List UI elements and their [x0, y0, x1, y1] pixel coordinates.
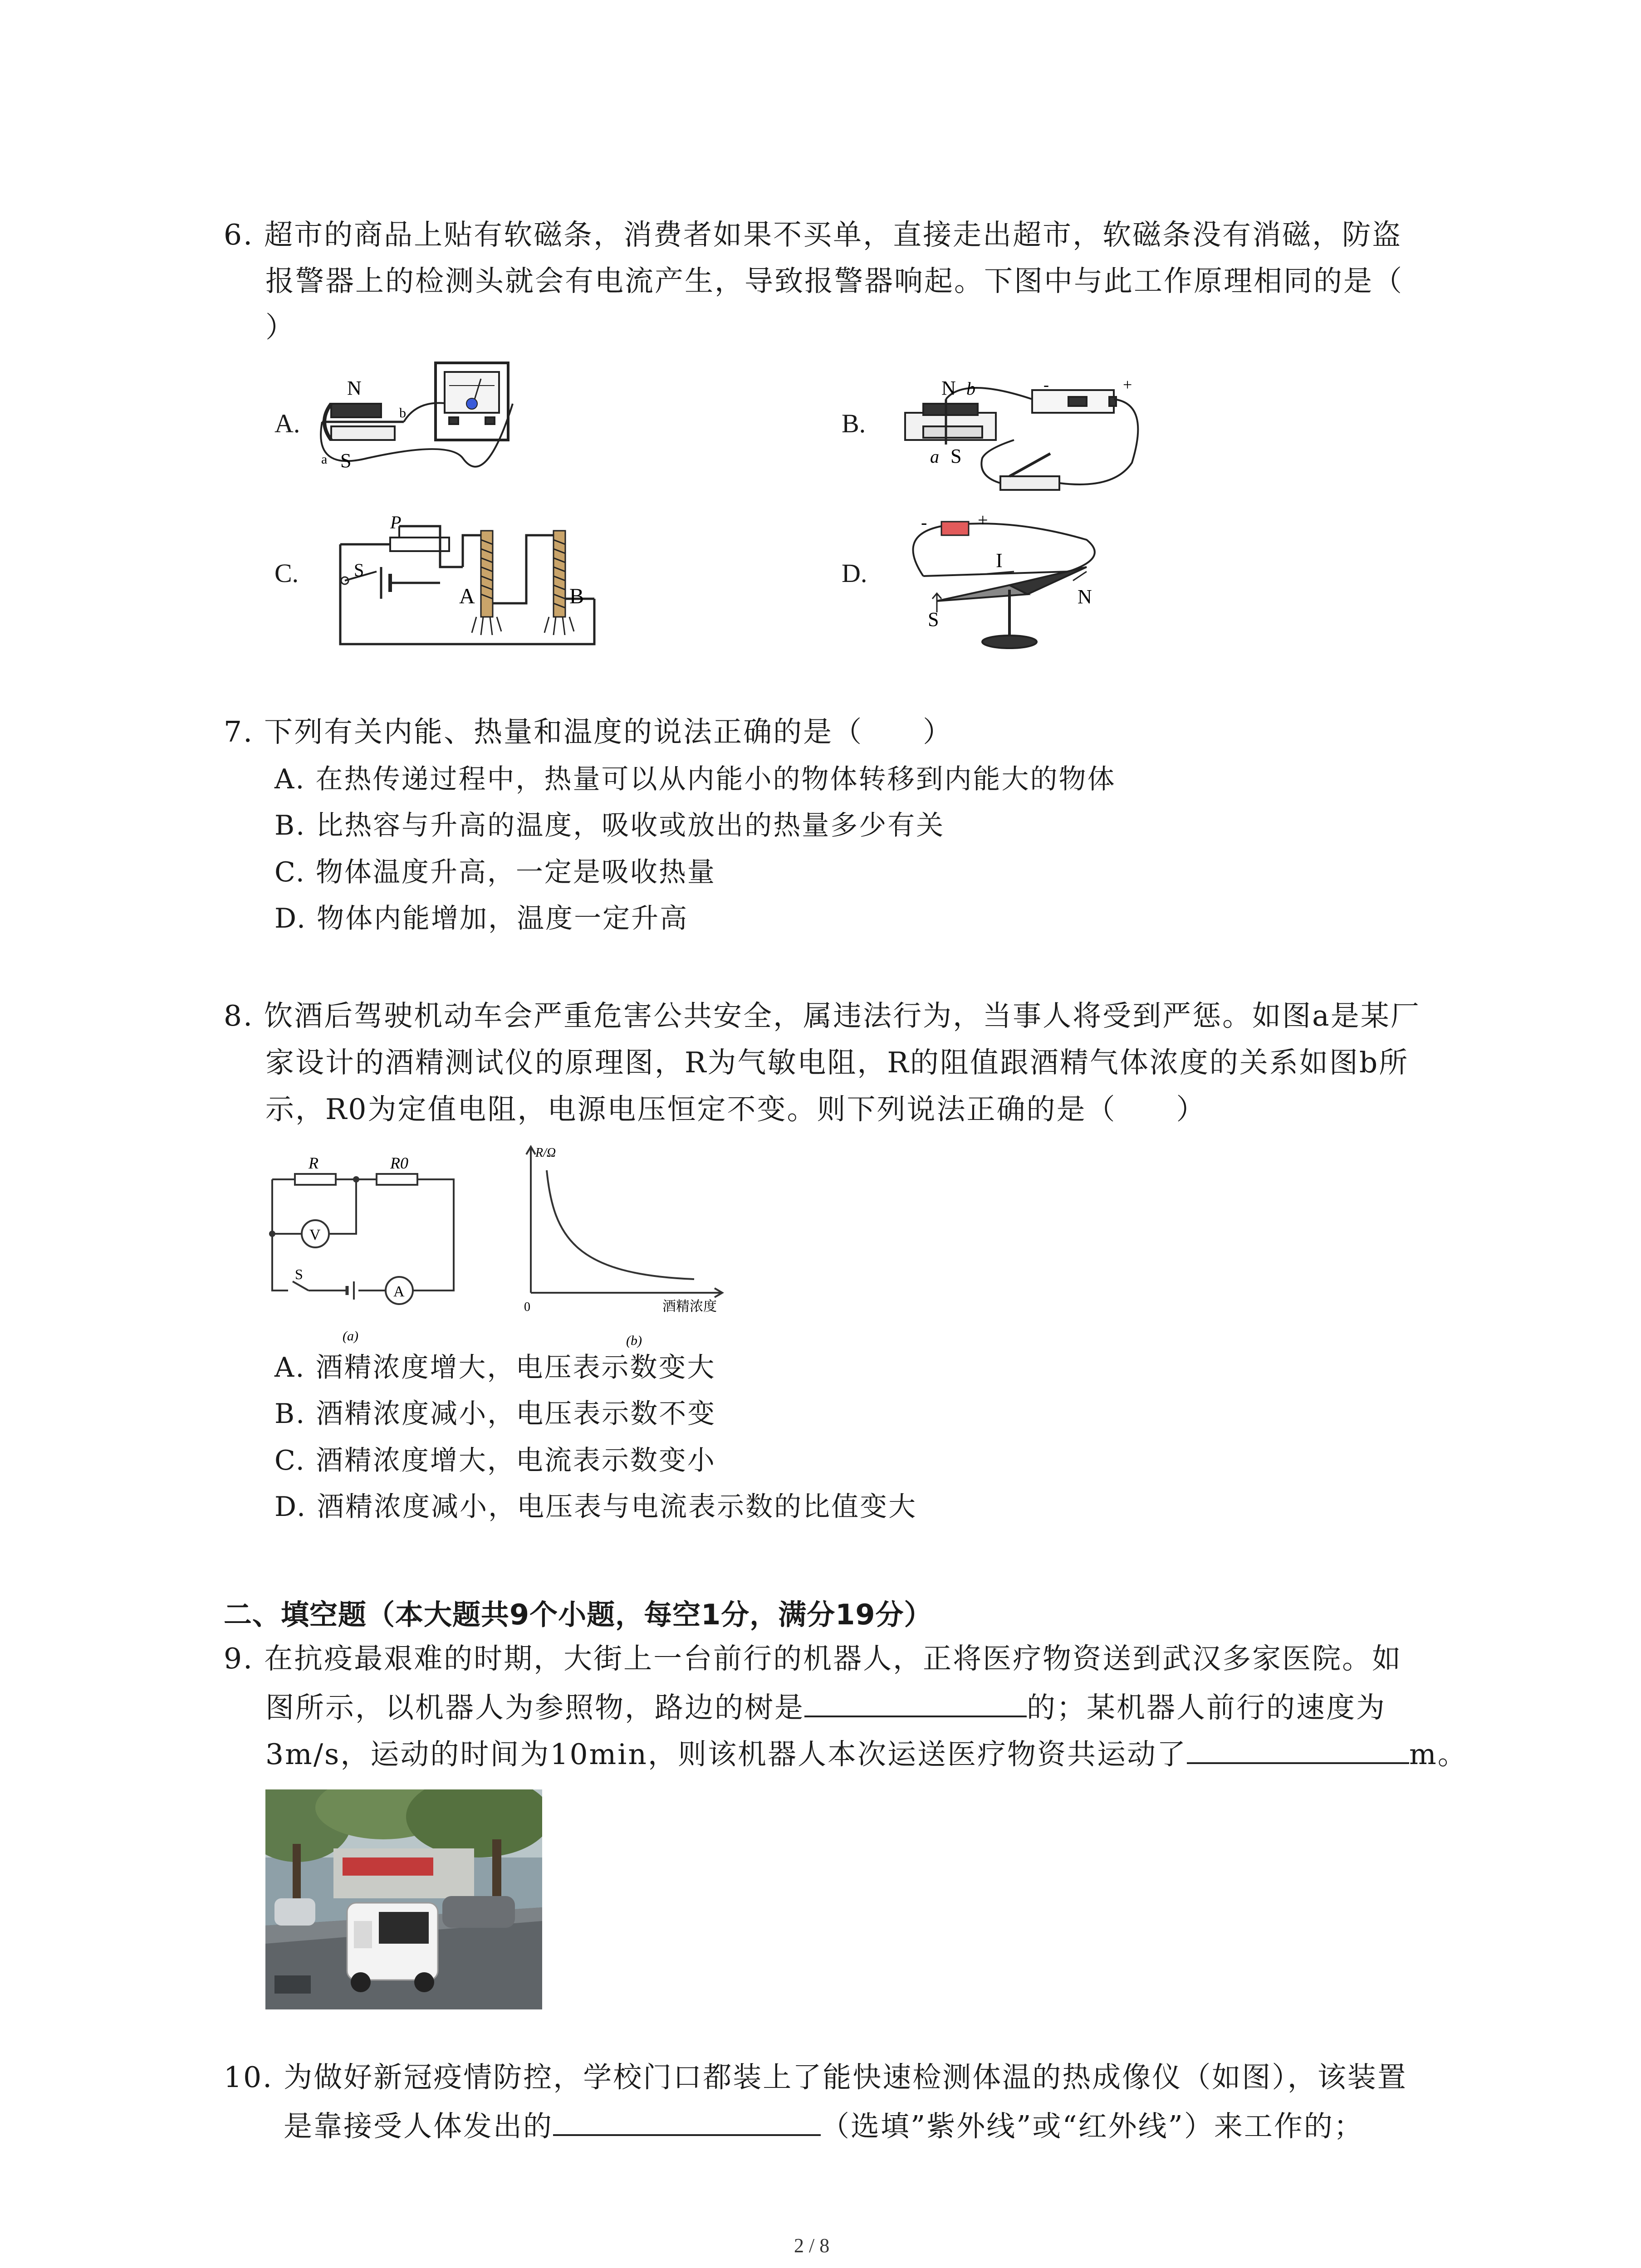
q10-blank-1[interactable] [553, 2107, 821, 2136]
q6-a-a-label: a [321, 452, 328, 467]
q8-b-y-axis-label: R/Ω [535, 1146, 556, 1160]
q8-b-curve [547, 1170, 694, 1279]
q6-b-n-label: N [941, 377, 956, 399]
q6-a-s-label: S [340, 450, 352, 472]
q6-b-minus-label: - [1043, 376, 1049, 394]
q6-c-p-label: P [390, 513, 402, 533]
q8-b-caption: (b) [626, 1333, 642, 1348]
q6-option-b-label: B. [842, 409, 866, 438]
q10-stem-line2 [284, 2107, 1364, 2145]
q6-c-b-label: B [569, 584, 584, 608]
q6-b-a-label: a [930, 446, 939, 467]
q8-a-a-label: A [393, 1283, 405, 1300]
q8-option-c: C. 酒精浓度增大，电流表示数变小 [274, 1445, 716, 1476]
q8-a-r0-label: R0 [390, 1154, 408, 1172]
q8-b-x-axis-label: 酒精浓度 [662, 1299, 717, 1314]
q8-a-r-label: R [309, 1154, 318, 1172]
q6-option-a-label: A. [274, 409, 300, 438]
q6-c-a-label: A [459, 584, 475, 608]
q7-option-c: C. 物体温度升高，一定是吸收热量 [274, 856, 716, 888]
q8-option-a: A. 酒精浓度增大，电压表示数变大 [274, 1352, 716, 1383]
q7-option-b: B. 比热容与升高的温度，吸收或放出的热量多少有关 [274, 810, 945, 841]
q6-a-b-label: b [399, 406, 406, 420]
q8-option-d: D. 酒精浓度减小，电压表与电流表示数的比值变大 [274, 1491, 917, 1523]
q6-stem-line1: 6. 超市的商品上贴有软磁条，消费者如果不买单，直接走出超市，软磁条没有消磁，防盗 [224, 218, 1402, 251]
q8-figure-b-graph [522, 1139, 740, 1352]
q9-line2-prefix: 图所示，以机器人为参照物，路边的树是 [265, 1691, 804, 1724]
q8-a-s-label: S [295, 1266, 303, 1282]
q6-b-s-label: S [950, 445, 962, 467]
q6-stem-line3: ） [265, 311, 295, 344]
q9-blank-2[interactable] [1187, 1735, 1409, 1764]
q10-line2-suffix: （选填”紫外线”或“红外线”）来工作的； [821, 2110, 1364, 2143]
q6-d-minus-label: - [921, 512, 927, 533]
q6-d-plus-label: + [978, 510, 988, 530]
q8-stem-line2: 家设计的酒精测试仪的原理图，R为气敏电阻，R的阻值跟酒精气体浓度的关系如图b所 [265, 1046, 1409, 1079]
q6-d-n-label: N [1078, 586, 1092, 608]
q9-line2-suffix: 的；某机器人前行的速度为 [1027, 1691, 1386, 1724]
page-number: 2 / 8 [794, 2234, 830, 2257]
q8-a-v-label: V [309, 1227, 321, 1243]
q10-line2-prefix: 是靠接受人体发出的 [284, 2110, 553, 2143]
q7-option-d: D. 物体内能增加，温度一定升高 [274, 903, 689, 934]
q6-option-c-label: C. [274, 558, 299, 588]
q6-b-plus-label: + [1123, 376, 1132, 394]
q10-stem-line1: 10. 为做好新冠疫情防控，学校门口都装上了能快速检测体温的热成像仪（如图），该装置 [224, 2061, 1407, 2094]
q8-option-b: B. 酒精浓度减小，电压表示数不变 [274, 1398, 716, 1430]
q6-d-i-label: I [996, 549, 1003, 572]
q6-d-s-label: S [928, 608, 939, 631]
q6-a-n-label: N [347, 377, 362, 399]
q8-stem-line1: 8. 饮酒后驾驶机动车会严重危害公共安全，属违法行为，当事人将受到严惩。如图a是某厂 [224, 999, 1421, 1032]
q6-option-d-label: D. [842, 558, 867, 588]
q9-stem-line3 [265, 1735, 1468, 1773]
q6-figure-a [313, 354, 526, 490]
q6-figure-d [896, 508, 1109, 653]
q7-stem: 7. 下列有关内能、热量和温度的说法正确的是（ ） [224, 715, 953, 748]
q9-robot-street-photo [265, 1789, 542, 2009]
q6-b-b-label: b [966, 378, 975, 399]
q9-stem-line2 [265, 1688, 1386, 1726]
q8-a-caption: (a) [343, 1329, 358, 1344]
section-2-title: 二、填空题（本大题共9个小题，每空1分，满分19分） [224, 1598, 933, 1631]
q6-stem-line2: 报警器上的检测头就会有电流产生，导致报警器响起。下图中与此工作原理相同的是（ [265, 264, 1403, 298]
q9-line3-prefix: 3m/s，运动的时间为10min，则该机器人本次运送医疗物资共运动了 [265, 1738, 1187, 1771]
q9-stem-line1: 9. 在抗疫最艰难的时期，大街上一台前行的机器人，正将医疗物资送到武汉多家医院。如 [224, 1642, 1402, 1675]
q8-stem-line3: 示，R0为定值电阻，电源电压恒定不变。则下列说法正确的是（ ） [265, 1093, 1206, 1126]
q8-figure-a-circuit [263, 1152, 472, 1347]
q7-option-a: A. 在热传递过程中，热量可以从内能小的物体转移到内能大的物体 [274, 763, 1116, 795]
q9-line3-suffix: m。 [1409, 1738, 1468, 1771]
q6-c-s-label: S [354, 560, 364, 580]
q6-figure-b [896, 372, 1150, 499]
q9-blank-1[interactable] [804, 1688, 1027, 1717]
q8-b-origin-label: 0 [524, 1300, 530, 1314]
q6-figure-c [327, 513, 608, 653]
